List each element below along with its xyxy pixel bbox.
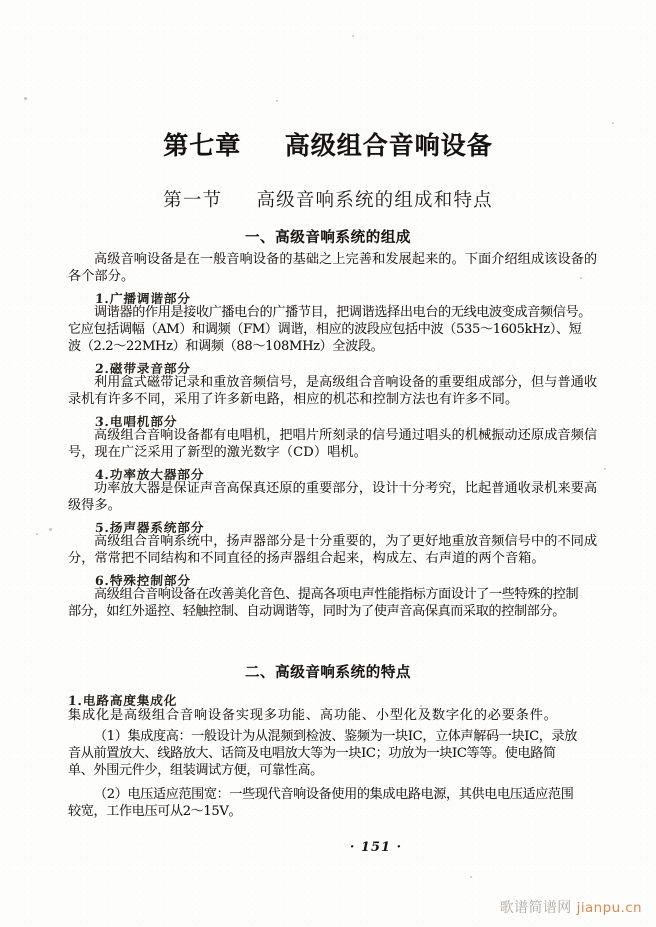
chapter-number: 第七章	[163, 131, 242, 160]
paragraph-line: 高级组合音响设备都有电唱机，把唱片所刻录的信号通过唱头的机械振动还原成音频信	[94, 428, 598, 443]
paragraph-line: 利用盒式磁带记录和重放音频信号，是高级组合音响设备的重要组成部分，但与普通收	[94, 375, 598, 390]
item-heading-6: 6.特殊控制部分	[94, 573, 192, 588]
item-heading-5: 5.扬声器系统部分	[94, 520, 205, 535]
scan-speck	[36, 533, 38, 535]
scan-speck	[24, 97, 27, 100]
paragraph-line: 分，常常把不同结构和不同直径的扬声器组合起来，构成左、右声道的两个音箱。	[68, 551, 545, 566]
chapter-name: 高级组合音响设备	[284, 131, 493, 160]
paragraph-line: （2）电压适应范围宽：一些现代音响设备使用的集成电路电源，其供电电压适应范围	[94, 787, 574, 802]
scan-speck	[604, 468, 606, 470]
paragraph-line: 高级组合音响设备在改善美化音色、提高各项电声性能指标方面设计了一些特殊的控制	[94, 587, 579, 602]
paragraph-line: 高级音响设备是在一般音响设备的基础之上完善和发展起来的。下面介绍组成该设备的	[94, 252, 598, 267]
scan-speck	[352, 35, 354, 37]
section-name: 高级音响系统的组成和特点	[256, 190, 493, 211]
section-title	[0, 186, 656, 212]
item-heading-3: 3.电唱机部分	[94, 414, 178, 429]
paragraph-line: 调谐器的作用是接收广播电台的广播节目，把调谐选择出电台的无线电波变成音频信号。	[94, 305, 592, 320]
item-heading-2: 2.磁带录音部分	[94, 361, 192, 376]
section-number: 第一节	[163, 190, 223, 211]
paragraph-line: 单、外围元件少，组装调试方便，可靠性高。	[68, 763, 323, 778]
scan-speck	[420, 705, 422, 707]
paragraph-line: 它应包括调幅（AM）和调频（FM）调谐，相应的波段应包括中波（535～1605kHz）、短	[68, 322, 582, 337]
paragraph-line: 各个部分。	[68, 269, 135, 284]
watermark-url: jianpu.cn	[576, 900, 642, 916]
watermark	[500, 897, 642, 917]
scan-speck	[470, 876, 472, 878]
item-heading-1: 1.广播调谐部分	[94, 291, 192, 306]
paragraph-line: 高级组合音响系统中，扬声器部分是十分重要的，为了更好地重放音频信号中的不同成	[94, 534, 598, 549]
chapter-title	[0, 126, 656, 162]
feature-heading-1: 1.电路高度集成化	[67, 693, 178, 708]
paragraph-line: 音从前置放大、线路放大、话筒及电唱放大等为一块IC；功放为一块IC等等。使电路简	[68, 746, 556, 761]
item-heading-4: 4.功率放大器部分	[94, 467, 205, 482]
scan-speck	[612, 122, 614, 124]
page-number: · 151 ·	[349, 840, 403, 855]
paragraph-line: 级得多。	[68, 498, 121, 513]
paragraph-line: 波（2.2～22MHz）和调频（88～108MHz）全波段。	[68, 339, 384, 354]
paragraph-line: 部分，如红外遥控、轻触控制、自动调谐等，同时为了使声音高保真而采取的控制部分。	[68, 604, 566, 619]
paragraph-line: 较宽，工作电压可从2～15V。	[68, 804, 242, 819]
heading-features: 二、高级音响系统的特点	[244, 664, 412, 681]
paragraph-line: 集成化是高级组合音响设备实现多功能、高功能、小型化及数字化的必要条件。	[68, 708, 558, 723]
paragraph-line: 号，现在广泛采用了新型的激光数字（CD）唱机。	[68, 445, 367, 460]
scan-speck	[276, 100, 278, 102]
scan-speck	[49, 528, 52, 531]
paragraph-line: （1）集成度高：一般设计为从混频到检波、鉴频为一块IC，立体声解码一块IC，录放	[94, 729, 577, 744]
paragraph-line: 录机有许多不同，采用了许多新电路，相应的机芯和控制方法也有许多不同。	[68, 392, 519, 407]
heading-composition: 一、高级音响系统的组成	[244, 229, 412, 246]
paragraph-line: 功率放大器是保证声音高保真还原的重要部分，设计十分考究，比起普通收录机来要高	[94, 481, 598, 496]
watermark-site-name: 歌谱简谱网	[499, 900, 572, 916]
